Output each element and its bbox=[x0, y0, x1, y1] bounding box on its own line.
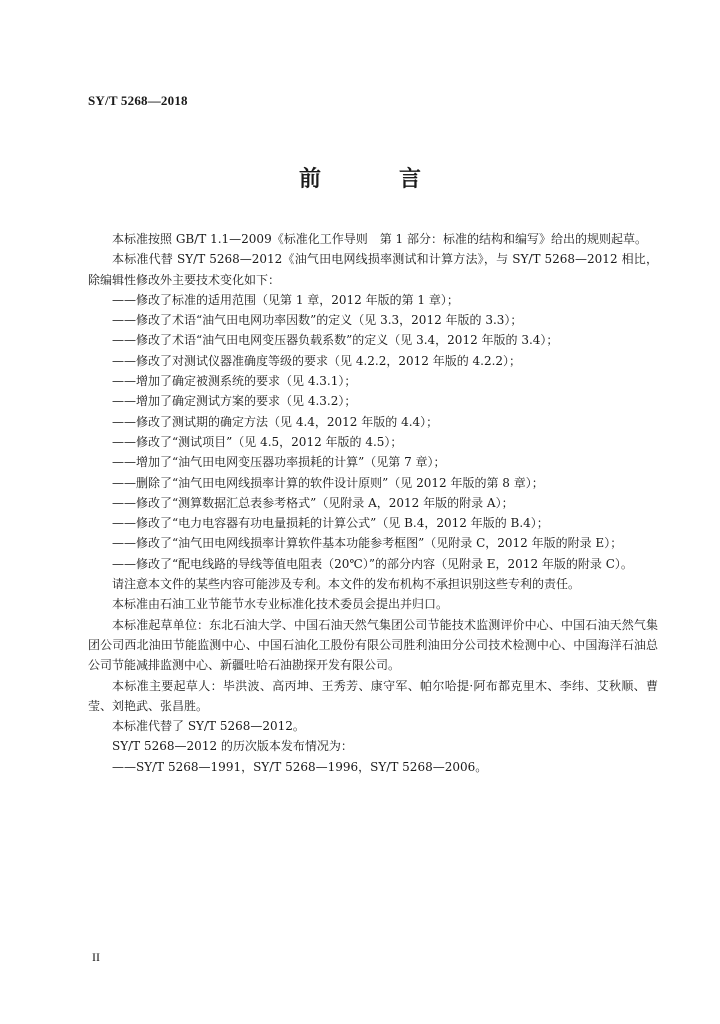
change-item: ——修改了“测试项目”（见 4.5，2012 年版的 4.5）； bbox=[112, 434, 403, 449]
changes-list bbox=[88, 290, 658, 574]
intro-paragraph-1: 本标准按照 GB/T 1.1—2009《标准化工作导则 第 1 部分：标准的结构和编写》给出的规则起草。 bbox=[112, 232, 647, 246]
history-intro: SY/T 5268—2012 的历次版本发布情况为： bbox=[112, 739, 353, 754]
drafting-units: 本标准起草单位：东北石油大学、中国石油天然气集团公司节能技术监测评价中心、中国石油天然气集团公司西北油田节能监测中心、中国石油化工股份有限公司胜利油田分公司技术检测中心、中国海洋石油总公司节能减排监测中心、新疆吐哈石油勘探开发有限公司。 bbox=[88, 617, 658, 673]
change-item: ——修改了术语“油气田电网功率因数”的定义（见 3.3，2012 年版的 3.3）； bbox=[112, 313, 523, 328]
history-list: ——SY/T 5268—1991，SY/T 5268—1996，SY/T 5268—2006。 bbox=[112, 759, 488, 774]
change-item: ——删除了“油气田电网线损率计算的软件设计原则”（见 2012 年版的第 8 章）； bbox=[112, 475, 544, 490]
intro-paragraph-2: 本标准代替 SY/T 5268—2012《油气田电网线损率测试和计算方法》，与 SY/T 5268—2012 相比，除编辑性修改外主要技术变化如下： bbox=[88, 252, 658, 287]
replacement-statement: 本标准代替了 SY/T 5268—2012。 bbox=[112, 719, 305, 734]
proposer-statement: 本标准由石油工业节能节水专业标准化技术委员会提出并归口。 bbox=[112, 597, 449, 612]
change-item: ——修改了“油气田电网线损率计算软件基本功能参考框图”（见附录 C，2012 年版的附录 E）； bbox=[112, 536, 623, 551]
main-drafters: 本标准主要起草人：毕洪波、高丙坤、王秀芳、康守军、帕尔哈提·阿布都克里木、李纬、艾秋顺、曹莹、刘艳武、张昌胜。 bbox=[88, 678, 658, 713]
change-item: ——修改了“配电线路的导线等值电阻表（20℃）”的部分内容（见附录 E，2012 年版的附录 C）。 bbox=[112, 556, 633, 571]
document-body bbox=[88, 229, 658, 777]
change-item: ——修改了“电力电容器有功电量损耗的计算公式”（见 B.4，2012 年版的 B.4）； bbox=[112, 516, 549, 531]
change-item: ——增加了确定被测系统的要求（见 4.3.1）； bbox=[112, 374, 357, 389]
page-title: 前 言 bbox=[298, 167, 449, 192]
change-item: ——修改了测试期的确定方法（见 4.4，2012 年版的 4.4）； bbox=[112, 414, 439, 429]
change-item: ——修改了“测算数据汇总表参考格式”（见附录 A，2012 年版的附录 A）； bbox=[112, 495, 514, 510]
patent-notice: 请注意本文件的某些内容可能涉及专利。本文件的发布机构不承担识别这些专利的责任。 bbox=[112, 577, 581, 592]
change-item: ——修改了术语“油气田电网变压器负载系数”的定义（见 3.4，2012 年版的 3.4）； bbox=[112, 333, 559, 348]
change-item: ——增加了确定测试方案的要求（见 4.3.2）； bbox=[112, 394, 357, 409]
change-item: ——修改了标准的适用范围（见第 1 章，2012 年版的第 1 章）； bbox=[112, 292, 459, 307]
change-item: ——修改了对测试仪器准确度等级的要求（见 4.2.2，2012 年版的 4.2.2）； bbox=[112, 353, 522, 368]
standard-code-header: SY/T 5268—2018 bbox=[88, 93, 188, 108]
change-item: ——增加了“油气田电网变压器功率损耗的计算”（见第 7 章）； bbox=[112, 455, 446, 470]
page-number: II bbox=[92, 950, 100, 964]
